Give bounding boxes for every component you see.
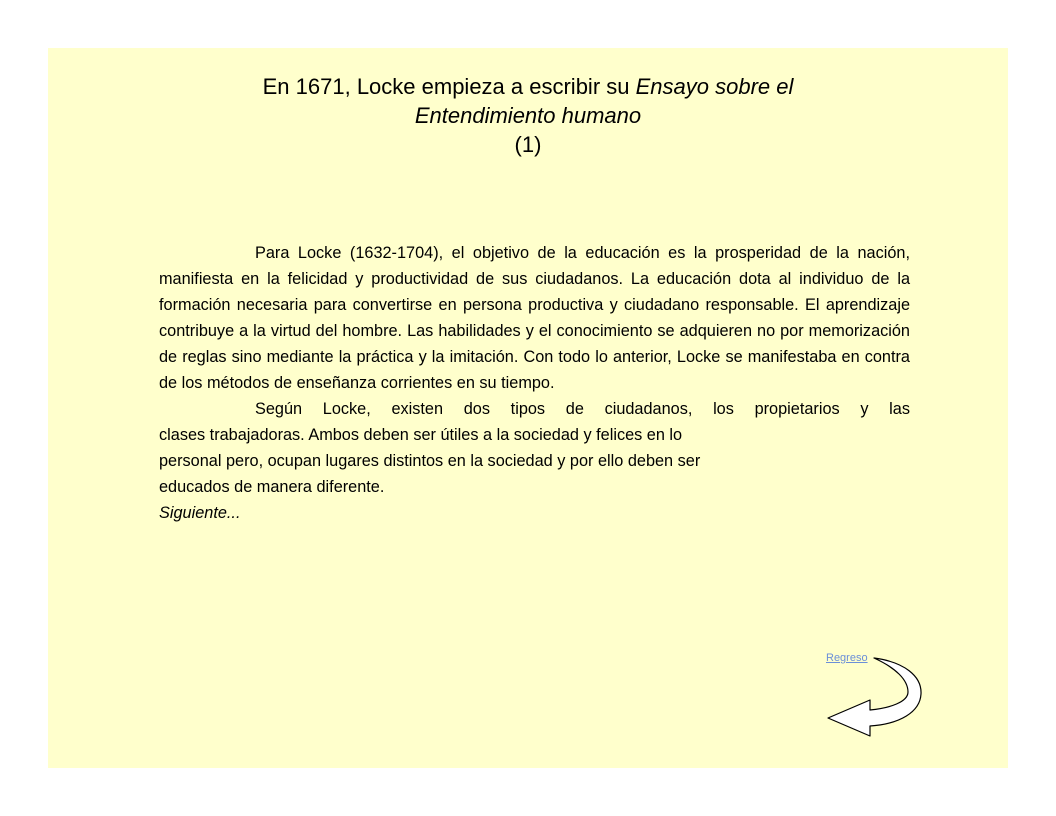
paragraph-2-line-2: clases trabajadoras. Ambos deben ser útiles a la sociedad y felices en lo	[159, 426, 683, 444]
slide-title	[48, 72, 1008, 159]
paragraph-2-line-1: Según Locke, existen dos tipos de ciudadanos, los propietarios y las	[255, 400, 910, 418]
body-text	[159, 240, 910, 526]
title-italic-part-1: Ensayo sobre el	[635, 74, 794, 99]
title-prefix: En 1671, Locke empieza a escribir su	[262, 74, 636, 99]
title-line-3: (1)	[514, 132, 542, 157]
paragraph-2	[159, 396, 910, 500]
back-button[interactable]	[826, 650, 926, 740]
title-line-2: Entendimiento humano	[414, 103, 642, 128]
slide	[48, 48, 1008, 768]
back-label[interactable]: Regreso	[826, 652, 868, 664]
title-line-1	[48, 72, 1008, 101]
paragraph-1: Para Locke (1632-1704), el objetivo de la educación es la prosperidad de la nación, manifiesta en la felicidad y productividad de sus ciudadanos. La educación dota al individuo de la formación necesaria para convertirse en persona productiva y ciudadano responsable. El aprendizaje contribuye a la virtud del hombre. Las habilidades y el conocimiento se adquieren no por memorización de reglas sino mediante la práctica y la imitación. Con todo lo anterior, Locke se manifestaba en contra de los métodos de enseñanza corrientes en su tiempo.	[159, 244, 910, 392]
paragraph-2-line-3: personal pero, ocupan lugares distintos en la sociedad y por ello deben ser	[159, 452, 701, 470]
next-link[interactable]: Siguiente...	[159, 504, 241, 522]
paragraph-2-line-4: educados de manera diferente.	[159, 478, 385, 496]
